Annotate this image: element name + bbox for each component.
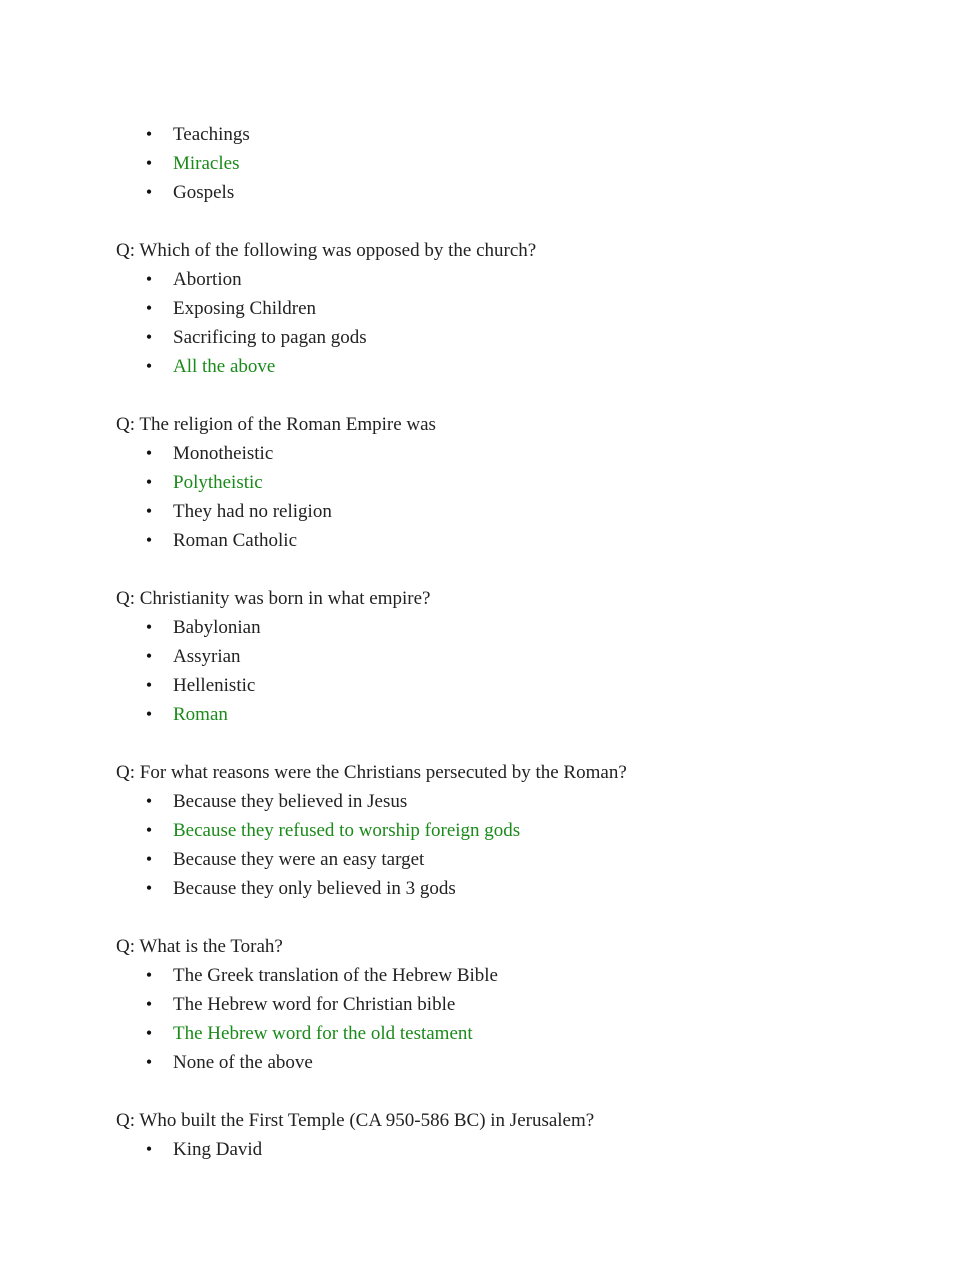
- option-item-correct: [116, 816, 916, 845]
- option-item: [116, 1048, 916, 1077]
- question-block: [116, 236, 916, 381]
- bullet-icon: •: [145, 646, 153, 666]
- option-list: [116, 265, 916, 381]
- option-text: Teachings: [173, 124, 250, 145]
- option-text: All the above: [173, 356, 276, 377]
- option-text: King David: [173, 1139, 263, 1160]
- option-item: [116, 990, 916, 1019]
- option-list: [116, 961, 916, 1077]
- option-text: Roman Catholic: [173, 530, 298, 551]
- option-item: [116, 265, 916, 294]
- bullet-icon: •: [145, 820, 153, 840]
- question-text: Q: For what reasons were the Christians persecuted by the Roman?: [116, 762, 627, 783]
- option-item-correct: [116, 1019, 916, 1048]
- bullet-icon: •: [145, 501, 153, 521]
- question-block: [116, 584, 916, 729]
- bullet-icon: •: [145, 675, 153, 695]
- option-text: Polytheistic: [173, 472, 263, 493]
- option-text: Sacrificing to pagan gods: [173, 327, 367, 348]
- option-text: The Greek translation of the Hebrew Bible: [173, 965, 498, 986]
- bullet-icon: •: [145, 298, 153, 318]
- bullet-icon: •: [145, 965, 153, 985]
- option-text: Because they believed in Jesus: [173, 791, 408, 812]
- option-text: Because they were an easy target: [173, 849, 425, 870]
- option-text: Roman: [173, 704, 228, 725]
- question-block: [116, 1106, 916, 1164]
- question-text: Q: Who built the First Temple (CA 950-586 BC) in Jerusalem?: [116, 1110, 595, 1131]
- option-text: The Hebrew word for the old testament: [173, 1023, 473, 1044]
- option-item-correct: [116, 149, 916, 178]
- option-item-correct: [116, 352, 916, 381]
- option-text: Gospels: [173, 182, 235, 203]
- question-block: [116, 410, 916, 555]
- question-list: [116, 236, 916, 1164]
- option-item-correct: [116, 700, 916, 729]
- question-text: Q: What is the Torah?: [116, 936, 283, 957]
- option-text: Assyrian: [173, 646, 241, 667]
- bullet-icon: •: [145, 849, 153, 869]
- bullet-icon: •: [145, 269, 153, 289]
- option-item: [116, 787, 916, 816]
- option-list: [116, 787, 916, 903]
- spacer: [116, 903, 916, 932]
- bullet-icon: •: [145, 472, 153, 492]
- spacer: [116, 555, 916, 584]
- option-item: [116, 613, 916, 642]
- option-list: [116, 1135, 916, 1164]
- option-text: Babylonian: [173, 617, 261, 638]
- option-text: Miracles: [173, 153, 240, 174]
- bullet-icon: •: [145, 153, 153, 173]
- spacer: [116, 729, 916, 758]
- bullet-icon: •: [145, 356, 153, 376]
- question-text: Q: Christianity was born in what empire?: [116, 588, 431, 609]
- option-text: They had no religion: [173, 501, 332, 522]
- option-text: Because they refused to worship foreign gods: [173, 820, 521, 841]
- bullet-icon: •: [145, 443, 153, 463]
- option-item: [116, 526, 916, 555]
- option-text: Hellenistic: [173, 675, 256, 696]
- bullet-icon: •: [145, 878, 153, 898]
- bullet-icon: •: [145, 530, 153, 550]
- option-item: [116, 178, 916, 207]
- option-item: [116, 1135, 916, 1164]
- bullet-icon: •: [145, 124, 153, 144]
- question-block: [116, 932, 916, 1077]
- option-item: [116, 323, 916, 352]
- option-text: Abortion: [173, 269, 242, 290]
- option-item: [116, 642, 916, 671]
- bullet-icon: •: [145, 182, 153, 202]
- option-text: The Hebrew word for Christian bible: [173, 994, 456, 1015]
- option-text: Because they only believed in 3 gods: [173, 878, 456, 899]
- option-list: [116, 439, 916, 555]
- option-text: Monotheistic: [173, 443, 274, 464]
- option-item: [116, 845, 916, 874]
- spacer: [116, 381, 916, 410]
- option-list: [116, 613, 916, 729]
- option-item: [116, 294, 916, 323]
- bullet-icon: •: [145, 994, 153, 1014]
- question-text: Q: Which of the following was opposed by the church?: [116, 240, 537, 261]
- option-item: [116, 120, 916, 149]
- option-text: Exposing Children: [173, 298, 317, 319]
- bullet-icon: •: [145, 704, 153, 724]
- spacer: [116, 207, 916, 236]
- bullet-icon: •: [145, 1052, 153, 1072]
- bullet-icon: •: [145, 327, 153, 347]
- intro-option-list: [116, 120, 916, 207]
- option-text: None of the above: [173, 1052, 313, 1073]
- bullet-icon: •: [145, 791, 153, 811]
- question-block: [116, 758, 916, 903]
- option-item: [116, 874, 916, 903]
- option-item: [116, 439, 916, 468]
- spacer: [116, 1077, 916, 1106]
- document-page: [116, 120, 916, 1164]
- bullet-icon: •: [145, 1139, 153, 1159]
- option-item: [116, 961, 916, 990]
- option-item: [116, 671, 916, 700]
- bullet-icon: •: [145, 1023, 153, 1043]
- question-text: Q: The religion of the Roman Empire was: [116, 414, 436, 435]
- bullet-icon: •: [145, 617, 153, 637]
- option-item-correct: [116, 468, 916, 497]
- option-item: [116, 497, 916, 526]
